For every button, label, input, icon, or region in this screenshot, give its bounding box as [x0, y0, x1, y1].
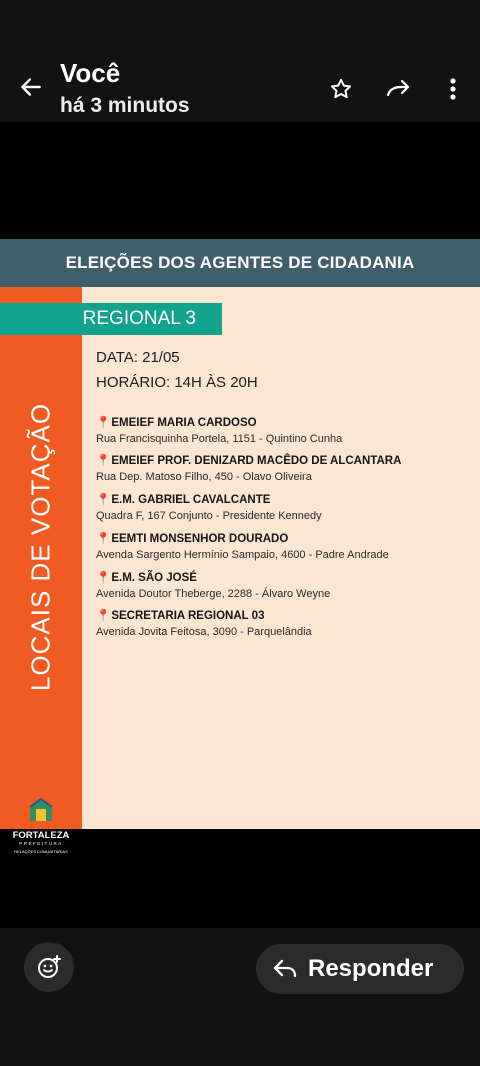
pin-icon: 📍 — [96, 572, 111, 584]
location-address: Avenda Sargento Hermínio Sampaio, 4600 - Padre Andrade — [96, 549, 389, 561]
pin-icon: 📍 — [96, 455, 111, 467]
date-line: DATA: 21/05 — [96, 349, 180, 366]
location-name: EMEIEF PROF. DENIZARD MACÊDO DE ALCANTARA — [111, 455, 402, 467]
location-name: EEMTI MONSENHOR DOURADO — [111, 533, 289, 545]
pin-icon: 📍 — [96, 494, 111, 506]
vertical-title: LOCAIS DE VOTAÇÃO — [25, 402, 56, 692]
pin-icon: 📍 — [96, 533, 111, 545]
reply-label: Responder — [308, 955, 434, 982]
more-vert-icon[interactable] — [436, 72, 470, 106]
city-emblem-icon — [26, 797, 56, 823]
poster-sidebar — [0, 287, 82, 854]
pin-icon: 📍 — [96, 610, 111, 622]
location-item — [96, 492, 466, 522]
poster-banner — [0, 239, 480, 287]
emoji-add-icon — [36, 954, 62, 980]
sender-name: Você — [60, 58, 121, 88]
regional-label — [0, 303, 222, 335]
location-address: Quadra F, 167 Conjunto - Presidente Kennedy — [96, 510, 322, 522]
fortaleza-logo — [0, 797, 82, 871]
location-address: Avenida Doutor Theberge, 2288 - Álvaro Weyne — [96, 588, 331, 600]
pin-icon: 📍 — [96, 417, 111, 429]
logo-line1: FORTALEZA — [12, 830, 70, 841]
location-item — [96, 570, 466, 600]
regional-text: REGIONAL 3 — [82, 308, 196, 329]
add-reaction-button[interactable] — [24, 942, 74, 992]
location-name: EMEIEF MARIA CARDOSO — [111, 417, 257, 429]
shared-image[interactable] — [0, 239, 480, 854]
location-address: Rua Francisquinha Portela, 1151 - Quintino Cunha — [96, 433, 343, 445]
logo-line3: RELAÇÕES COMUNITÁRIAS — [14, 849, 68, 854]
location-address: Avenida Jovita Feitosa, 3090 - Parquelândia — [96, 626, 312, 638]
message-time: há 3 minutos — [60, 94, 190, 117]
location-name: E.M. SÃO JOSÉ — [111, 572, 197, 584]
back-arrow-icon[interactable] — [14, 70, 48, 104]
star-icon[interactable] — [324, 72, 358, 106]
location-name: SECRETARIA REGIONAL 03 — [111, 610, 265, 622]
location-item — [96, 453, 466, 483]
message-header — [0, 0, 480, 122]
location-item — [96, 415, 466, 445]
location-address: Rua Dep. Matoso Filho, 450 - Olavo Oliveira — [96, 471, 312, 483]
forward-icon[interactable] — [382, 72, 416, 106]
banner-title: ELEIÇÕES DOS AGENTES DE CIDADANIA — [65, 253, 415, 272]
reply-arrow-icon — [270, 954, 300, 984]
logo-line2: PREFEITURA — [19, 841, 63, 846]
location-item — [96, 531, 466, 561]
hours-line: HORÁRIO: 14H ÀS 20H — [96, 374, 258, 391]
reply-button[interactable] — [256, 944, 464, 994]
location-item — [96, 608, 466, 638]
location-name: E.M. GABRIEL CAVALCANTE — [111, 494, 271, 506]
